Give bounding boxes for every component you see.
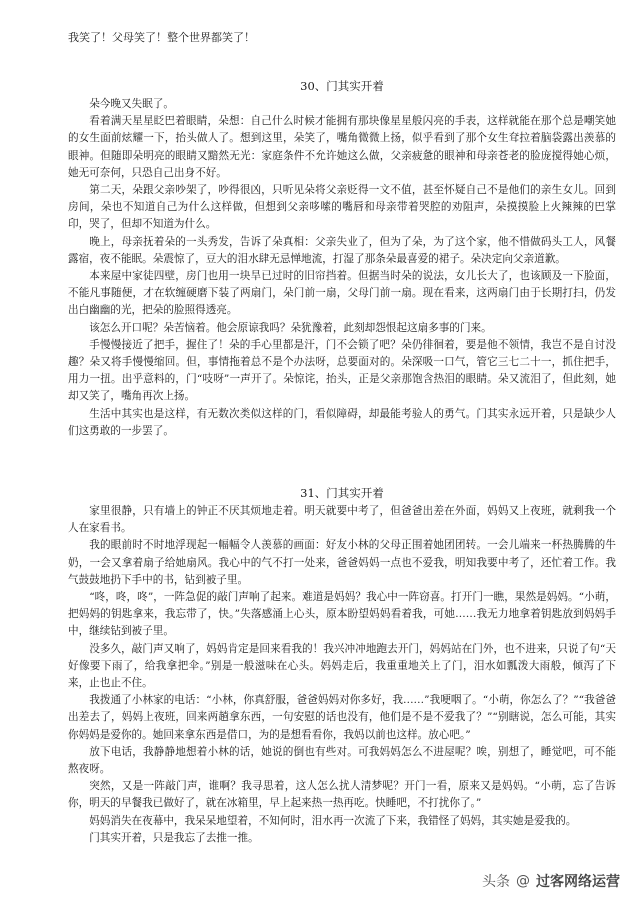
- essay-31-paragraph: “咚，咚，咚”，一阵急促的敲门声响了起来。难道是妈妈？我心中一阵窃喜。打开门一瞧，果然是妈妈。“小萌，把妈妈的钥匙拿来，我忘带了，快。”失落感涌上心头，原本盼望妈妈看着我，可她……我无力地拿着钥匙放到妈妈手中，继续钻到被子里。: [68, 591, 616, 638]
- essay-31: [68, 484, 616, 847]
- intro-line: 我笑了！父母笑了！整个世界都笑了！: [68, 31, 255, 44]
- watermark-prefix: 头条: [482, 874, 510, 890]
- essay-30-title: 30、门其实开着: [300, 79, 384, 93]
- essay-31-paragraph: 妈妈消失在夜幕中，我呆呆地望着，不知何时，泪水再一次流了下来，我错怪了妈妈，其实她是爱我的。: [89, 814, 577, 827]
- essay-30: [68, 77, 616, 440]
- essay-30-paragraph: 晚上，母亲抚着朵的一头秀发，告诉了朵真相：父亲失业了，但为了朵，为了这个家，他不惜做码头工人，风餐露宿，夜不能眠。朵震惊了，豆大的泪水肆无忌惮地流，打湿了那条朵最喜爱的裙子。朵决定向父亲道歉。: [68, 235, 616, 265]
- watermark: [482, 871, 620, 891]
- at-icon: @: [516, 873, 530, 889]
- essay-31-paragraph: 放下电话，我静静地想着小林的话，她说的倒也有些对。可我妈妈怎么不进屋呢？唉，别想了，睡觉吧，可不能熬夜呀。: [68, 745, 616, 776]
- essay-31-paragraph: 突然，又是一阵敲门声，谁啊？我寻思着，这人怎么扰人清梦呢？开门一看，原来又是妈妈。“小萌，忘了告诉你，明天的早餐我已做好了，就在冰箱里，早上起来热一热再吃。快睡吧，不打扰你了。”: [68, 780, 616, 810]
- essay-30-paragraph: 手慢慢接近了把手，握住了！朵的手心里都是汗，门不会锁了吧？朵仍徘徊着，要是他不领情，我岂不是自讨没趣？朵又将手慢慢缩回。但，事情拖着总不是个办法呀，总要面对的。朵深吸一口气，管它三七二十一，抓住把手，用力一扭。出乎意料的，门“吱呀”一声开了。朵惊诧，抬头，正是父亲那饱含热泪的眼睛。朵又流泪了，但此刻，她却又笑了，嘴角再次上扬。: [68, 338, 616, 403]
- essay-31-title: 31、门其实开着: [300, 486, 384, 500]
- essay-31-paragraph: 我的眼前时不时地浮现起一幅幅令人羡慕的画面：好友小林的父母正围着她团团转。一会儿端来一杯热腾腾的牛奶，一会又拿着扇子给她扇风。我心中的气不打一处来，爸爸妈妈一点也不爱我，明知我要中考了，还忙着工作。我气鼓鼓地扔下手中的书，钻到被子里。: [68, 539, 616, 586]
- essay-30-paragraph: 朵今晚又失眠了。: [89, 98, 174, 110]
- watermark-name: 过客网络运营: [536, 874, 620, 890]
- essay-30-paragraph: 第二天，朵跟父亲吵架了，吵得很凶，只听见朵将父亲贬得一文不值，甚至怀疑自己不是他们的亲生女儿。回到房间，朵也不知道自己为什么这样做，但想到父亲哆嗦的嘴唇和母亲带着哭腔的劝阻声，朵摸摸脸上火辣辣的巴掌印，哭了，但却不知道为什么。: [68, 184, 616, 231]
- essay-31-paragraph: 没多久，敲门声又响了，妈妈肯定是回来看我的！我兴冲冲地跑去开门，妈妈站在门外，也不进来，只说了句“天好像要下雨了，给我拿把伞。”别是一般滋味在心头。妈妈走后，我重重地关上了门，泪水如瓢泼大雨般，倾泻了下来，止也止不住。: [68, 642, 616, 690]
- essay-30-paragraph: 本来屋中家徒四壁，房门也用一块旱已过时的旧帘挡着。但据当时朵的说法，女儿长大了，也该顾及一下脸面，不能凡事随便，才在软缠硬磨下装了两扇门，朵门前一扇，父母门前一扇。现在看来，这两扇门由于长期打扫，仍发出白幽幽的光，把朵的脸照得透亮。: [68, 270, 616, 317]
- essay-31-paragraph: 我拨通了小林家的电话：“小林，你真舒服，爸爸妈妈对你多好，我……”我哽咽了。“小萌，你怎么了？”“我爸爸出差去了，妈妈上夜班，回来两趟拿东西，一句安慰的话也没有，他们是不是不爱我了？”“别瞎说，怎么可能，其实你妈妈是爱你的。她回来拿东西是借口，为的是想看看你，我妈以前也这样。放心吧。”: [68, 694, 616, 741]
- essay-31-paragraph: 门其实开着，只是我忘了去推一推。: [89, 831, 259, 844]
- essay-31-paragraph: 家里很静，只有墙上的钟正不厌其烦地走着。明天就要中考了，但爸爸出差在外面，妈妈又上夜班，就剩我一个人在家看书。: [68, 505, 616, 535]
- essay-30-paragraph: 该怎么开口呢？朵苦恼着。他会原谅我吗？朵犹豫着，此刻却怨恨起这扇多事的门来。: [89, 321, 492, 334]
- essay-30-paragraph: 看着满天星星眨巴着眼睛，朵想：自己什么时候才能拥有那块像星星般闪亮的手表，这样就能在那个总是嘲笑她的女生面前炫耀一下，抬头做人了。想到这里，朵笑了，嘴角微微上扬，似乎看到了那个女生耷拉着脑袋露出羡慕的眼神。但随即朵明亮的眼睛又黯然无光：家庭条件不允许她这么做，父亲疲惫的眼神和母亲苍老的脸庞搅得她心烦，她无可奈何，只恐自己出身不好。: [68, 115, 616, 179]
- essay-30-paragraph: 生活中其实也是这样，有无数次类似这样的门，看似障碍，却最能考验人的勇气。门其实永远开着，只是缺少人们这勇敢的一步罢了。: [68, 407, 616, 437]
